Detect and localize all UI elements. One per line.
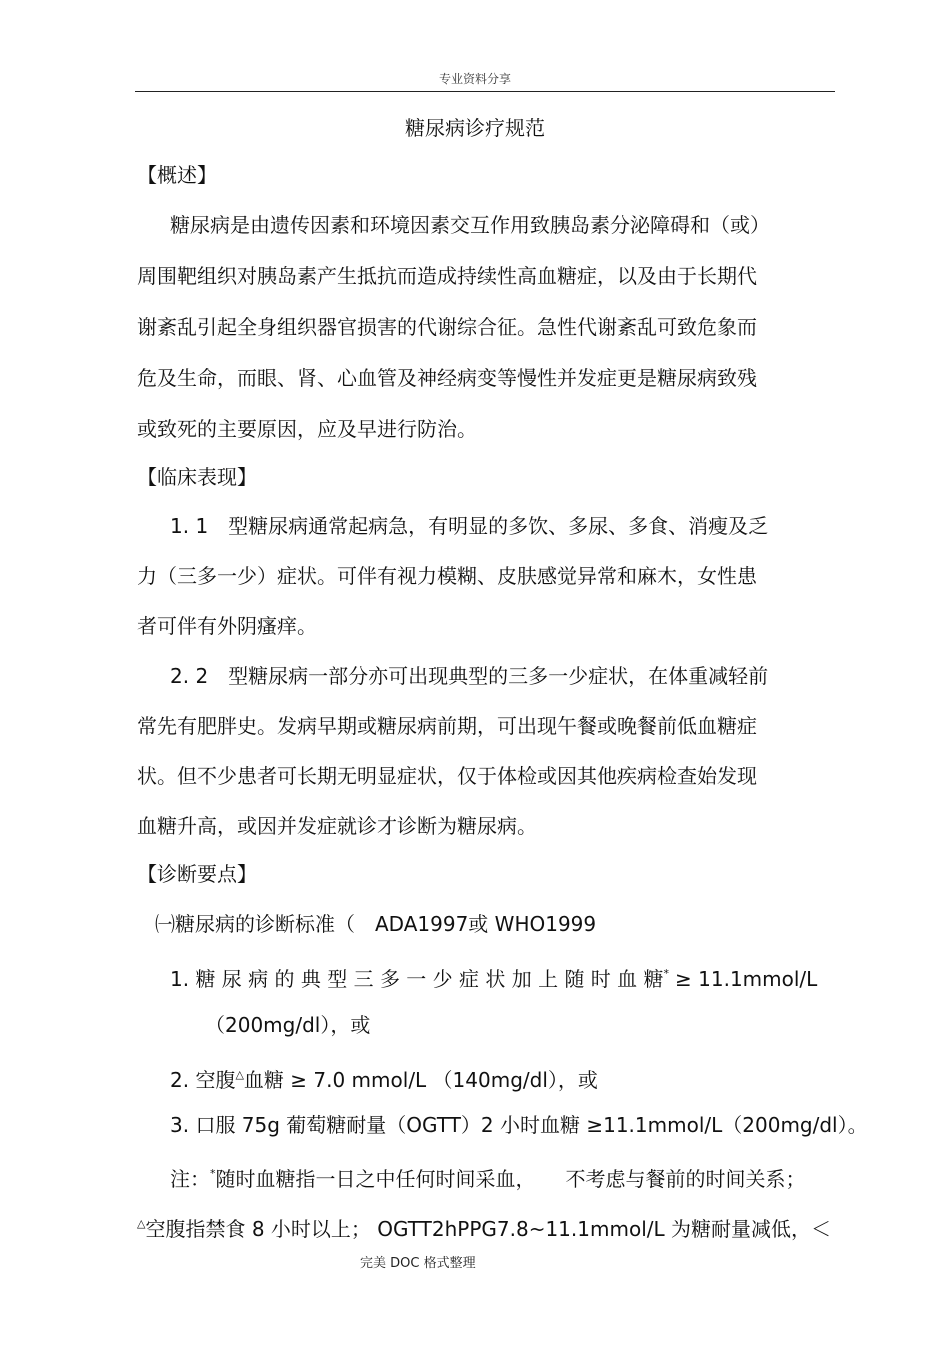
overview-line: 或致死的主要原因，应及早进行防治。 (137, 417, 477, 441)
footnote-mark-triangle: △ (235, 1068, 244, 1081)
criterion-1-text: 1. 糖 尿 病 的 典 型 三 多 一 少 症 状 加 上 随 时 血 糖 (170, 967, 664, 991)
section-heading-clinical: 【临床表现】 (137, 465, 257, 489)
footnote-mark-asterisk: * (663, 967, 670, 980)
overview-line: 糖尿病是由遗传因素和环境因素交互作用致胰岛素分泌障碍和（或） (170, 213, 770, 237)
note-1-text: 随时血糖指一日之中任何时间采血， 不考虑与餐前的时间关系； (215, 1167, 806, 1191)
criterion-2-line (170, 1061, 598, 1094)
clinical-paragraph-line: 状。但不少患者可长期无明显症状，仅于体检或因其他疾病检查始发现 (137, 764, 757, 788)
note-2-line (137, 1210, 831, 1243)
criterion-1-continuation: （200mg/dl），或 (205, 1013, 371, 1037)
note-label: 注： (170, 1167, 210, 1191)
clinical-paragraph-line: 者可伴有外阴瘙痒。 (137, 614, 317, 638)
clinical-paragraph-line: 力（三多一少）症状。可伴有视力模糊、皮肤感觉异常和麻木，女性患 (137, 564, 757, 588)
note-1-line (170, 1160, 806, 1193)
clinical-paragraph-line: 常先有肥胖史。发病早期或糖尿病前期，可出现午餐或晚餐前低血糖症 (137, 714, 757, 738)
overview-line: 谢紊乱引起全身组织器官损害的代谢综合征。急性代谢紊乱可致危象而 (137, 315, 757, 339)
overview-line: 周围靶组织对胰岛素产生抵抗而造成持续性高血糖症，以及由于长期代 (137, 264, 757, 288)
clinical-paragraph-line: 血糖升高，或因并发症就诊才诊断为糖尿病。 (137, 814, 537, 838)
page-header: 专业资料分享 (438, 72, 511, 86)
section-heading-overview: 【概述】 (137, 163, 217, 187)
criterion-2-threshold: 血糖 ≥ 7.0 mmol/L （140mg/dl），或 (243, 1068, 598, 1092)
clinical-paragraph-line: 1. 1 型糖尿病通常起病急，有明显的多饮、多尿、多食、消瘦及乏 (170, 514, 769, 538)
overview-line: 危及生命，而眼、肾、心血管及神经病变等慢性并发症更是糖尿病致残 (137, 366, 757, 390)
header-divider (135, 91, 835, 92)
page-footer: 完美 DOC 格式整理 (360, 1256, 476, 1271)
footnote-mark-asterisk: * (210, 1167, 216, 1180)
criterion-1-line (170, 960, 817, 993)
criterion-3-line: 3. 口服 75g 葡萄糖耐量（OGTT）2 小时血糖 ≥11.1mmol/L（200mg/dl）。 (170, 1113, 868, 1137)
criterion-2-text: 2. 空腹 (170, 1068, 236, 1092)
note-2-text: 空腹指禁食 8 小时以上； OGTT2hPPG7.8~11.1mmol/L 为糖耐量减低，＜ (145, 1217, 831, 1241)
diagnosis-subheading: ㈠糖尿病的诊断标准（ ADA1997或 WHO1999 (155, 912, 597, 936)
criterion-1-threshold: ≥ 11.1mmol/L (675, 967, 818, 991)
section-heading-diagnosis: 【诊断要点】 (137, 862, 257, 886)
document-title: 糖尿病诊疗规范 (405, 116, 545, 140)
clinical-paragraph-line: 2. 2 型糖尿病一部分亦可出现典型的三多一少症状，在体重减轻前 (170, 664, 769, 688)
footnote-mark-triangle: △ (137, 1217, 146, 1230)
